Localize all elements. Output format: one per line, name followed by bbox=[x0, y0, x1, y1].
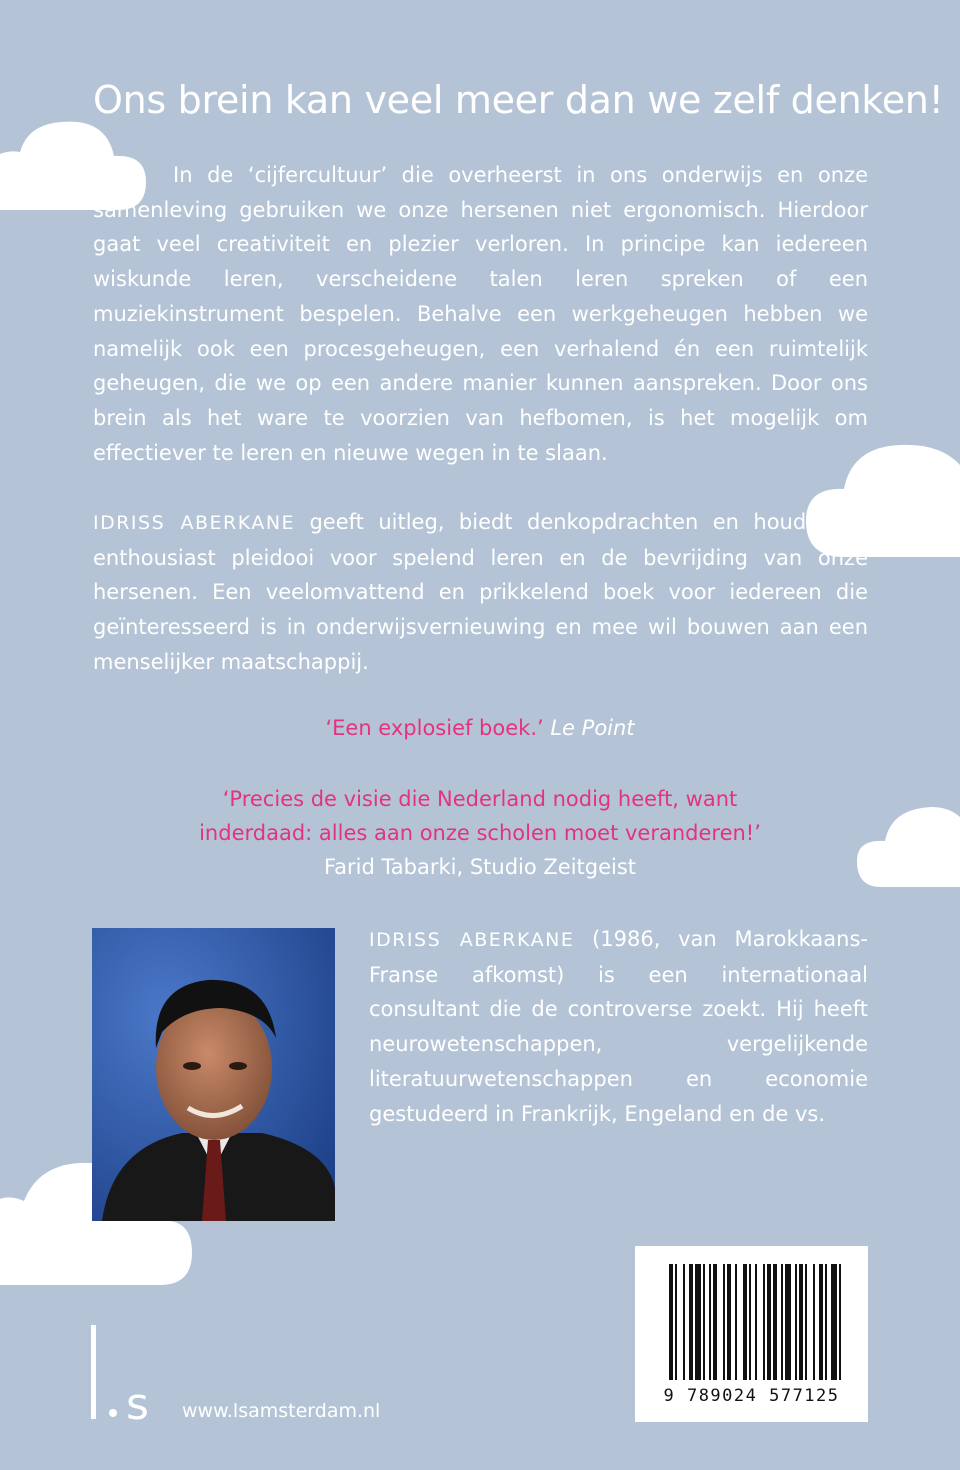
summary-text: geeft uitleg, biedt denkopdrachten en houdt een enthousiast pleidooi voor spelend leren en de bevrijding van onze hersenen. Een veelomvattend en prikkelend boek voor iedereen die geïnteresseerd is in onderwijsvernieuwing en mee wil bouwen aan een menselijker maatschappij. bbox=[93, 510, 869, 674]
barcode-bar bbox=[675, 1264, 677, 1380]
barcode-bar bbox=[709, 1264, 711, 1380]
barcode-bar bbox=[695, 1264, 701, 1380]
ean-barcode-icon bbox=[635, 1246, 868, 1386]
author-name: IDRISS ABERKANE bbox=[93, 512, 296, 534]
intro-paragraph: In de ‘cijfercultuur’ die overheerst in ons onderwijs en onze samenleving gebruiken we onze hersenen niet ergonomisch. Hierdoor gaat veel creativiteit en plezier verloren. In principe kan iedereen wiskunde leren, verscheidene talen leren spreken of een muziekinstrument bespelen. Behalve een werkgeheugen hebben we namelijk ook een procesgeheugen, een verhalend én een ruimtelijk geheugen, die we op een andere manier kunnen aanspreken. Door ons brein als het ware te voorzien van hefbomen, is het mogelijk om effectiever te leren en nieuwe wegen in te slaan. bbox=[93, 163, 868, 465]
barcode-bar bbox=[683, 1264, 685, 1380]
barcode-bar bbox=[825, 1264, 827, 1380]
barcode-bar bbox=[773, 1264, 777, 1380]
barcode-bar bbox=[819, 1264, 823, 1380]
bio-author-name: IDRISS ABERKANE bbox=[369, 929, 575, 951]
barcode-bar bbox=[713, 1264, 717, 1380]
headline: Ons brein kan veel meer dan we zelf denken! bbox=[93, 78, 944, 122]
barcode-bar bbox=[723, 1264, 725, 1380]
barcode bbox=[635, 1246, 868, 1422]
publisher-website: www.lsamsterdam.nl bbox=[182, 1400, 381, 1422]
barcode-bar bbox=[749, 1264, 751, 1380]
barcode-bar bbox=[813, 1264, 815, 1380]
quote-tabarki bbox=[0, 782, 960, 884]
author-photo bbox=[92, 928, 335, 1221]
quote-le-point bbox=[0, 711, 960, 745]
isbn-number: 9 789024 577125 bbox=[663, 1386, 840, 1406]
svg-text:s: s bbox=[126, 1379, 149, 1425]
quote1-source: Le Point bbox=[550, 716, 635, 740]
barcode-bar bbox=[689, 1264, 693, 1380]
quote2-line2: inderdaad: alles aan onze scholen moet veranderen!’ bbox=[199, 821, 761, 845]
quote2-line1: ‘Precies de visie die Nederland nodig heeft, want bbox=[222, 787, 738, 811]
summary-paragraph bbox=[93, 505, 868, 680]
barcode-bar bbox=[763, 1264, 765, 1380]
barcode-bar bbox=[799, 1264, 803, 1380]
barcode-bar bbox=[785, 1264, 791, 1380]
barcode-bar bbox=[727, 1264, 731, 1380]
quote1-text: ‘Een explosief boek.’ bbox=[325, 716, 544, 740]
barcode-bar bbox=[735, 1264, 737, 1380]
ls-logo-icon bbox=[88, 1325, 168, 1425]
barcode-bar bbox=[743, 1264, 747, 1380]
barcode-bar bbox=[839, 1264, 841, 1380]
barcode-bar bbox=[781, 1264, 783, 1380]
author-bio bbox=[369, 922, 868, 1131]
quote2-source: Farid Tabarki, Studio Zeitgeist bbox=[323, 855, 637, 879]
barcode-bar bbox=[767, 1264, 771, 1380]
bio-text: (1986, van Marokkaans-Franse afkomst) is een internationaal consultant die de controverse zoekt. Hij heeft neurowetenschappen, vergelijkende literatuurwetenschappen en economie gestudeerd in Frankrijk, Engeland en de vs. bbox=[369, 927, 868, 1126]
barcode-bar bbox=[669, 1264, 673, 1380]
barcode-bar bbox=[795, 1264, 797, 1380]
barcode-bar bbox=[805, 1264, 807, 1380]
barcode-bar bbox=[703, 1264, 705, 1380]
barcode-bar bbox=[755, 1264, 757, 1380]
barcode-bar bbox=[831, 1264, 837, 1380]
